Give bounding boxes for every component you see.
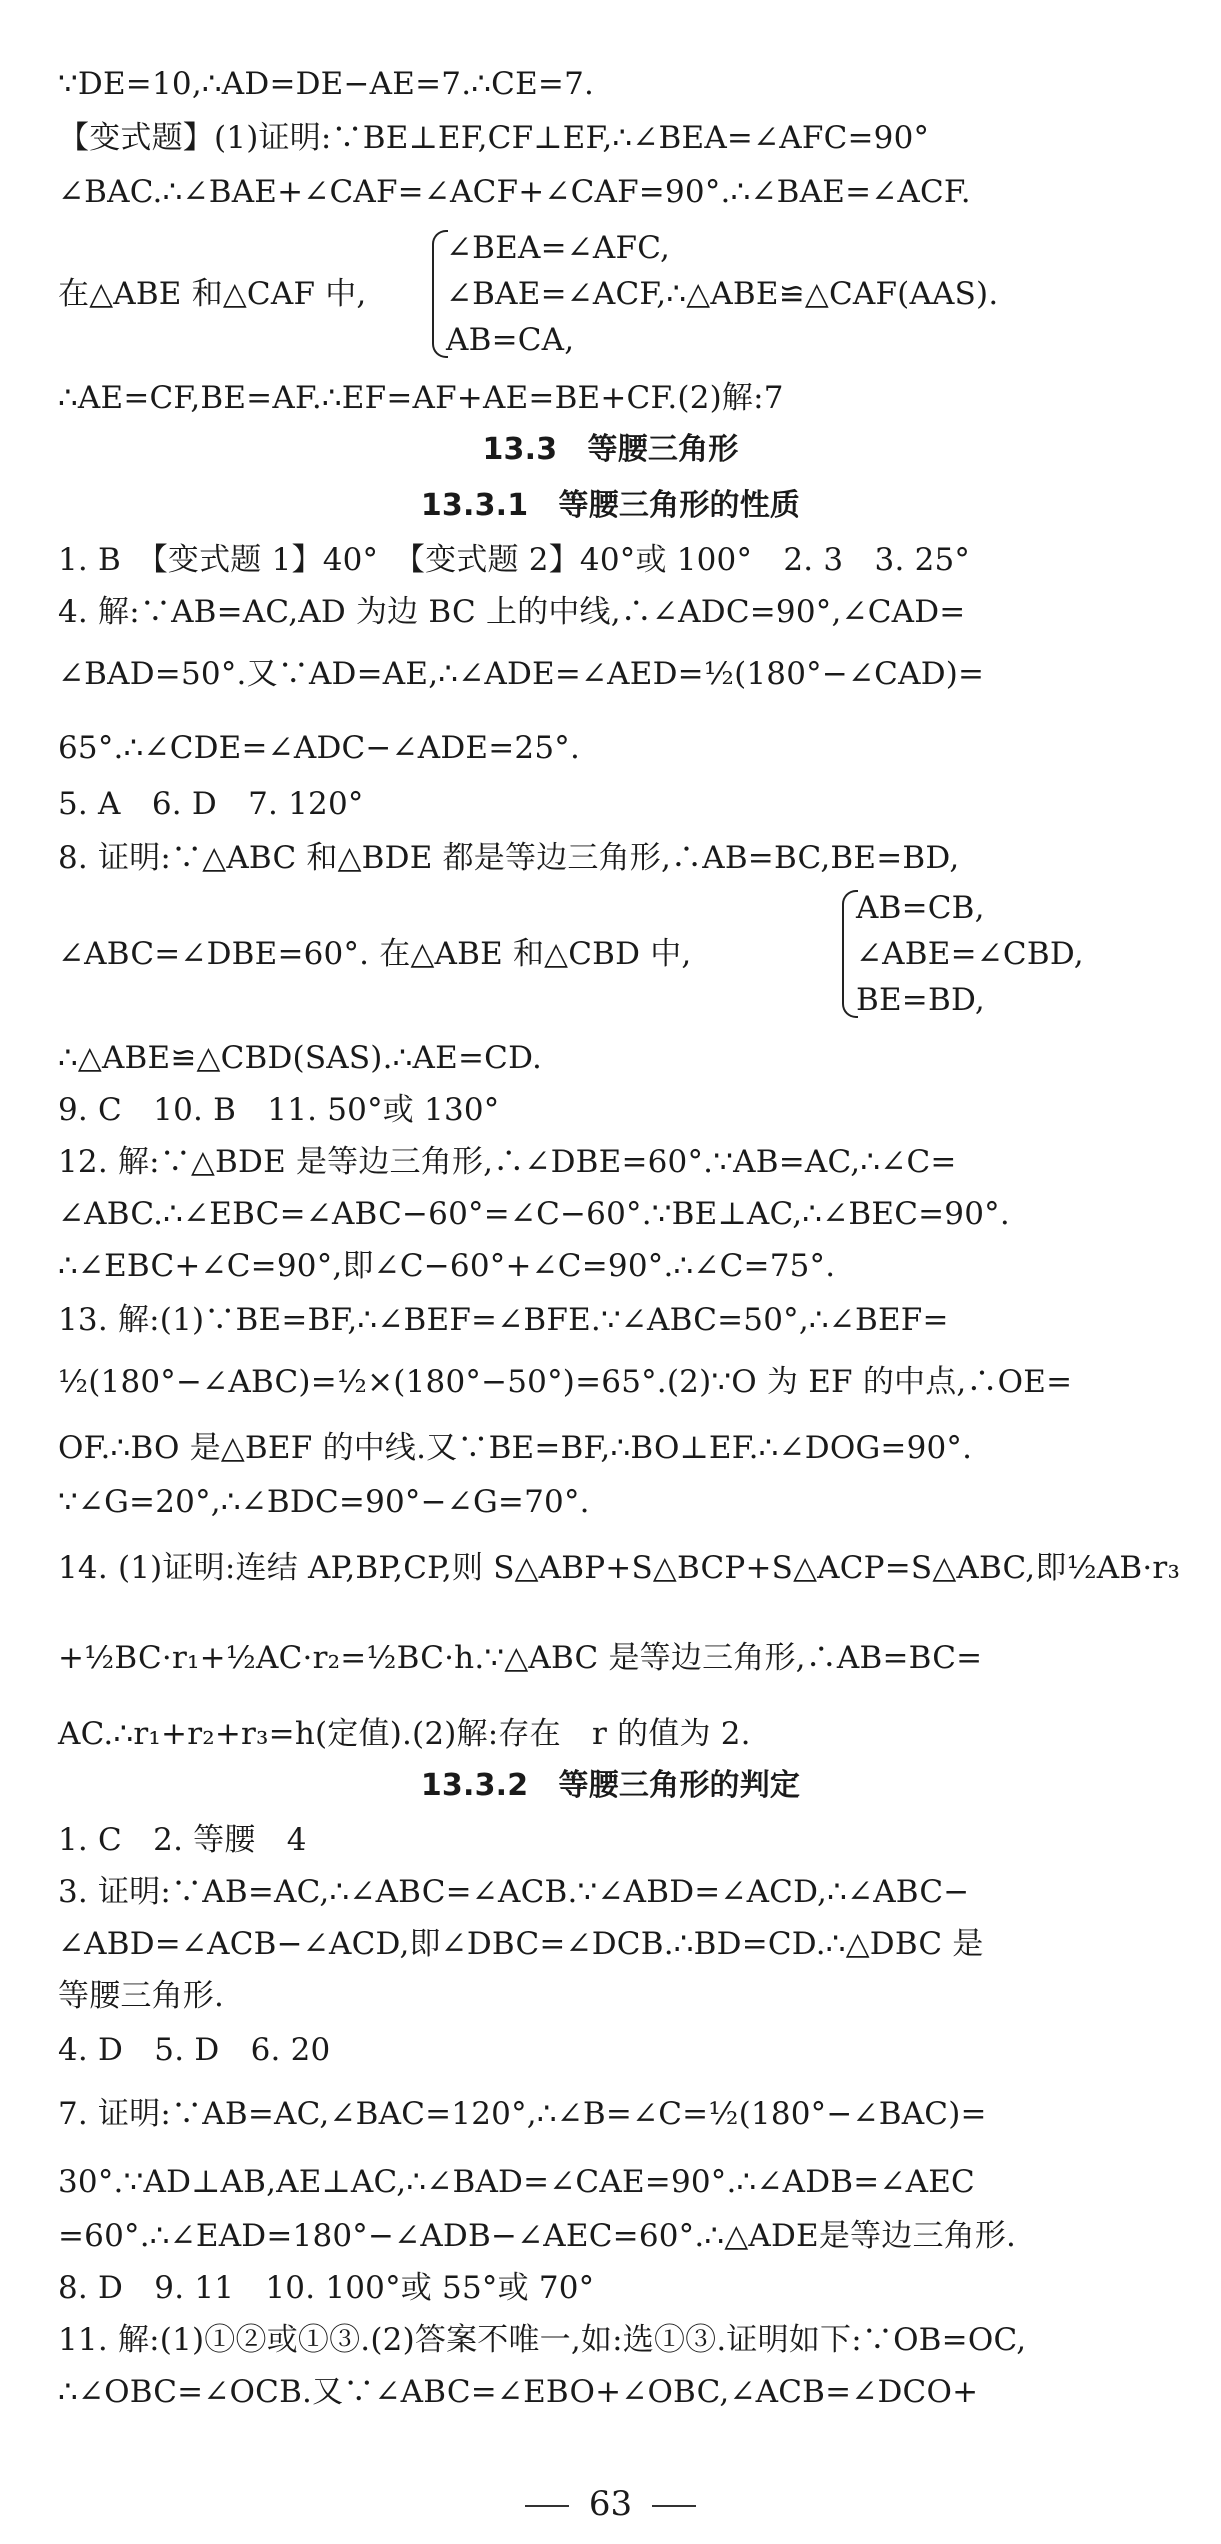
text-line: 14. (1)证明:连结 AP,BP,CP,则 S△ABP+S△BCP+S△ACP=S△ABC,即½AB·r₃ <box>58 1550 1181 1586</box>
text-line: 5. A 6. D 7. 120° <box>58 786 364 822</box>
page-footer <box>0 2484 1221 2524</box>
text-line: ∠ABD=∠ACB−∠ACD,即∠DBC=∠DCB.∴BD=CD.∴△DBC 是 <box>58 1926 984 1962</box>
text-line: AB=CB, <box>856 890 985 926</box>
page-number: 63 <box>588 2484 633 2524</box>
text-line: ∠BAC.∴∠BAE+∠CAF=∠ACF+∠CAF=90°.∴∠BAE=∠ACF. <box>58 174 971 210</box>
text-line: ∴△ABE≌△CBD(SAS).∴AE=CD. <box>58 1040 543 1076</box>
text-line: 30°.∵AD⊥AB,AE⊥AC,∴∠BAD=∠CAE=90°.∴∠ADB=∠AEC <box>58 2164 975 2200</box>
text-line: ∴∠EBC+∠C=90°,即∠C−60°+∠C=90°.∴∠C=75°. <box>58 1248 836 1284</box>
text-line: AB=CA, <box>446 322 575 358</box>
text-line: ∠ABE=∠CBD, <box>856 936 1084 972</box>
text-line: 65°.∴∠CDE=∠ADC−∠ADE=25°. <box>58 730 581 766</box>
text-line: BE=BD, <box>856 982 985 1018</box>
text-line: ∵∠G=20°,∴∠BDC=90°−∠G=70°. <box>58 1484 590 1520</box>
text-line: ∵DE=10,∴AD=DE−AE=7.∴CE=7. <box>58 66 595 102</box>
text-line: +½BC·r₁+½AC·r₂=½BC·h.∵△ABC 是等边三角形,∴AB=BC= <box>58 1640 983 1676</box>
text-line: 8. D 9. 11 10. 100°或 55°或 70° <box>58 2270 595 2306</box>
text-line: 4. D 5. D 6. 20 <box>58 2032 331 2068</box>
text-line: ∠BAD=50°.又∵AD=AE,∴∠ADE=∠AED=½(180°−∠CAD)= <box>58 656 985 692</box>
text-line: 9. C 10. B 11. 50°或 130° <box>58 1092 500 1128</box>
text-line: 4. 解:∵AB=AC,AD 为边 BC 上的中线,∴∠ADC=90°,∠CAD= <box>58 594 966 630</box>
text-line: 8. 证明:∵△ABC 和△BDE 都是等边三角形,∴AB=BC,BE=BD, <box>58 840 960 876</box>
footer-dash-right <box>652 2505 696 2507</box>
text-line: 1. C 2. 等腰 4 <box>58 1822 307 1858</box>
subsection-heading: 13.3.1 等腰三角形的性质 <box>420 488 801 523</box>
text-line: ∠ABC=∠DBE=60°. 在△ABE 和△CBD 中, <box>58 936 692 972</box>
text-line: 13. 解:(1)∵BE=BF,∴∠BEF=∠BFE.∵∠ABC=50°,∴∠BEF= <box>58 1302 949 1338</box>
subsection-heading: 13.3.2 等腰三角形的判定 <box>420 1768 801 1803</box>
text-line: 11. 解:(1)①②或①③.(2)答案不唯一,如:选①③.证明如下:∵OB=OC, <box>58 2322 1027 2358</box>
text-line: ∠BEA=∠AFC, <box>446 230 671 266</box>
text-line: 7. 证明:∵AB=AC,∠BAC=120°,∴∠B=∠C=½(180°−∠BAC)= <box>58 2096 987 2132</box>
text-line: 12. 解:∵△BDE 是等边三角形,∴∠DBE=60°.∵AB=AC,∴∠C= <box>58 1144 957 1180</box>
text-line: ∠ABC.∴∠EBC=∠ABC−60°=∠C−60°.∵BE⊥AC,∴∠BEC=90°. <box>58 1196 1010 1232</box>
text-line: 在△ABE 和△CAF 中, <box>58 276 367 312</box>
footer-dash-left <box>525 2505 569 2507</box>
text-line: 等腰三角形. <box>58 1978 225 2014</box>
text-line: 3. 证明:∵AB=AC,∴∠ABC=∠ACB.∵∠ABD=∠ACD,∴∠ABC− <box>58 1874 970 1910</box>
text-line: ∴∠OBC=∠OCB.又∵∠ABC=∠EBO+∠OBC,∠ACB=∠DCO+ <box>58 2374 979 2410</box>
text-line: =60°.∴∠EAD=180°−∠ADB−∠AEC=60°.∴△ADE是等边三角形. <box>58 2218 1017 2254</box>
text-line: ½(180°−∠ABC)=½×(180°−50°)=65°.(2)∵O 为 EF 的中点,∴OE= <box>58 1364 1073 1400</box>
text-line: 【变式题】(1)证明:∵BE⊥EF,CF⊥EF,∴∠BEA=∠AFC=90° <box>58 120 930 156</box>
text-line: OF.∴BO 是△BEF 的中线.又∵BE=BF,∴BO⊥EF.∴∠DOG=90°. <box>58 1430 973 1466</box>
text-line: ∠BAE=∠ACF,∴△ABE≌△CAF(AAS). <box>446 276 999 312</box>
text-line: 1. B 【变式题 1】40° 【变式题 2】40°或 100° 2. 3 3. 25° <box>58 542 971 578</box>
text-line: ∴AE=CF,BE=AF.∴EF=AF+AE=BE+CF.(2)解:7 <box>58 380 784 416</box>
text-line: AC.∴r₁+r₂+r₃=h(定值).(2)解:存在 r 的值为 2. <box>58 1716 751 1752</box>
section-heading: 13.3 等腰三角形 <box>482 432 739 467</box>
